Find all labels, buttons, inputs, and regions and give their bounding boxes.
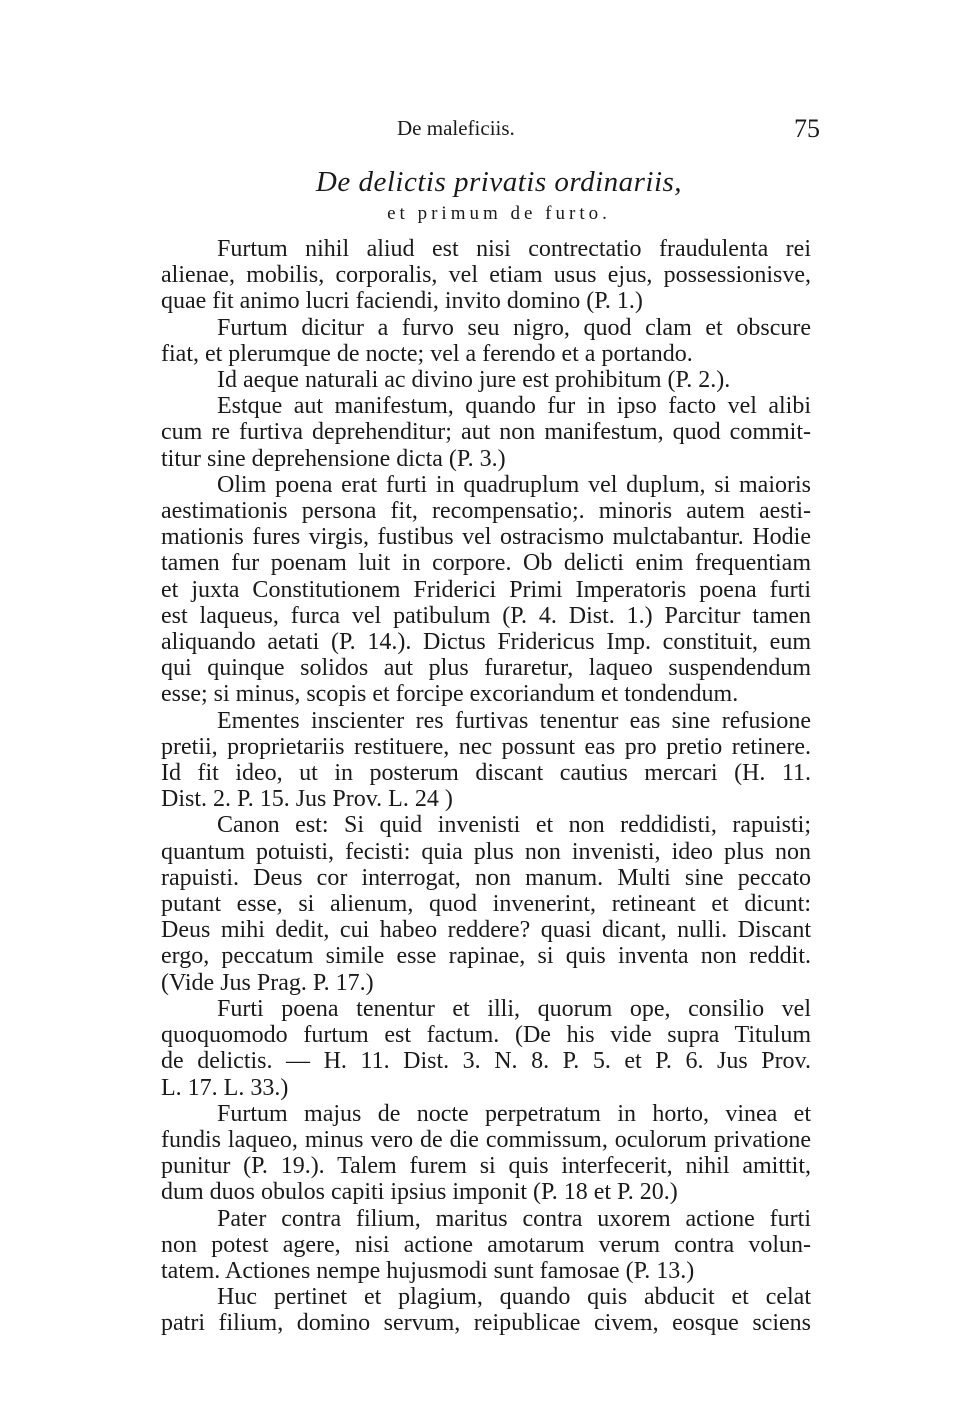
text-line: Estque aut manifestum, quando fur in ipso facto vel alibi: [217, 393, 811, 420]
text-line: aestimationis persona fit, recompensatio;. minoris autem aesti-: [161, 498, 811, 525]
paragraph: [105, 315, 811, 367]
text-line: Deus mihi dedit, cui habeo reddere? quasi dicant, nulli. Discant: [161, 917, 811, 944]
text-line: aliquando aetati (P. 14.). Dictus Fridericus Imp. constituit, eum: [161, 629, 811, 656]
text-line: Canon est: Si quid invenisti et non reddidisti, rapuisti;: [217, 812, 811, 839]
text-line: esse; si minus, scopis et forcipe excoriandum et tondendum.: [161, 681, 739, 708]
paragraph: [105, 236, 811, 315]
text-line: quantum potuisti, fecisti: quia plus non invenisti, ideo plus non: [161, 838, 811, 865]
text-line: L. 17. L. 33.): [161, 1074, 289, 1101]
section-heading: [0, 166, 960, 225]
section-subtitle: et primum de furto.: [387, 203, 611, 224]
text-line: Furti poena tenentur et illi, quorum ope, consilio vel: [217, 995, 811, 1022]
text-line: pretii, proprietariis restituere, nec possunt eas pro pretio retinere.: [161, 733, 811, 760]
text-line: mationis fures virgis, fustibus vel ostracismo mulctabantur. Hodie: [161, 524, 811, 551]
text-line: dum duos obulos capiti ipsius imponit (P. 18 et P. 20.): [161, 1179, 678, 1206]
text-line: quoquomodo furtum est factum. (De his vide supra Titulum: [161, 1022, 811, 1049]
text-line: qui quinque solidos aut plus furaretur, laqueo suspendendum: [161, 655, 811, 682]
text-line: Id aeque naturali ac divino jure est prohibitum (P. 2.).: [217, 367, 731, 394]
text-line: quae fit animo lucri faciendi, invito domino (P. 1.): [161, 288, 643, 315]
section-title: De delictis privatis ordinariis,: [315, 166, 683, 198]
text-line: Olim poena erat furti in quadruplum vel duplum, si maioris: [217, 471, 811, 498]
body-text: [105, 236, 811, 1337]
running-head-title: De maleficiis.: [397, 116, 515, 140]
text-line: patri filium, domino servum, reipublicae civem, eosque sciens: [161, 1310, 811, 1337]
text-line: ergo, peccatum simile esse rapinae, si quis inventa non reddit.: [161, 943, 811, 970]
text-line: tatem. Actiones nempe hujusmodi sunt famosae (P. 13.): [161, 1257, 695, 1284]
text-line: fiat, et plerumque de nocte; vel a ferendo et a portando.: [161, 340, 693, 367]
text-line: de delictis. — H. 11. Dist. 3. N. 8. P. 5. et P. 6. Jus Prov.: [161, 1048, 811, 1075]
text-line: putant esse, si alienum, quod invenerint, retineant et dicunt:: [161, 891, 811, 918]
text-line: titur sine deprehensione dicta (P. 3.): [161, 445, 506, 472]
paragraph: [105, 472, 811, 708]
text-line: Dist. 2. P. 15. Jus Prov. L. 24 ): [161, 786, 453, 813]
text-line: alienae, mobilis, corporalis, vel etiam usus ejus, possessionisve,: [161, 262, 811, 289]
paragraph: [105, 1284, 811, 1336]
paragraph: [105, 1101, 811, 1206]
text-line: Furtum nihil aliud est nisi contrectatio fraudulenta rei: [217, 236, 811, 262]
text-line: Furtum majus de nocte perpetratum in horto, vinea et: [217, 1100, 811, 1127]
paragraph: [105, 996, 811, 1101]
text-line: non potest agere, nisi actione amotarum verum contra volun-: [161, 1231, 811, 1258]
paragraph: [105, 708, 811, 813]
page-number: 75: [794, 114, 820, 143]
paragraph: [105, 393, 811, 472]
text-line: (Vide Jus Prag. P. 17.): [161, 969, 374, 996]
text-line: Pater contra filium, maritus contra uxorem actione furti: [217, 1205, 811, 1232]
running-head: [0, 116, 960, 146]
text-line: Furtum dicitur a furvo seu nigro, quod clam et obscure: [217, 314, 811, 341]
text-line: tamen fur poenam luit in corpore. Ob delicti enim frequentiam: [161, 550, 811, 577]
text-line: Id fit ideo, ut in posterum discant cautius mercari (H. 11.: [161, 760, 811, 787]
text-line: est laqueus, furca vel patibulum (P. 4. Dist. 1.) Parcitur tamen: [161, 602, 811, 629]
text-line: fundis laqueo, minus vero de die commissum, oculorum privatione: [161, 1126, 811, 1153]
text-line: cum re furtiva deprehenditur; aut non manifestum, quod commit-: [161, 419, 811, 446]
text-line: Ementes inscienter res furtivas tenentur eas sine refusione: [217, 707, 811, 734]
text-line: punitur (P. 19.). Talem furem si quis interfecerit, nihil amittit,: [161, 1153, 811, 1180]
text-line: Huc pertinet et plagium, quando quis abducit et celat: [217, 1284, 811, 1311]
paragraph: [105, 367, 811, 393]
paragraph: [105, 1206, 811, 1285]
text-line: rapuisti. Deus cor interrogat, non manum. Multi sine peccato: [161, 864, 811, 891]
text-line: et juxta Constitutionem Friderici Primi Imperatoris poena furti: [161, 576, 811, 603]
paragraph: [105, 812, 811, 995]
